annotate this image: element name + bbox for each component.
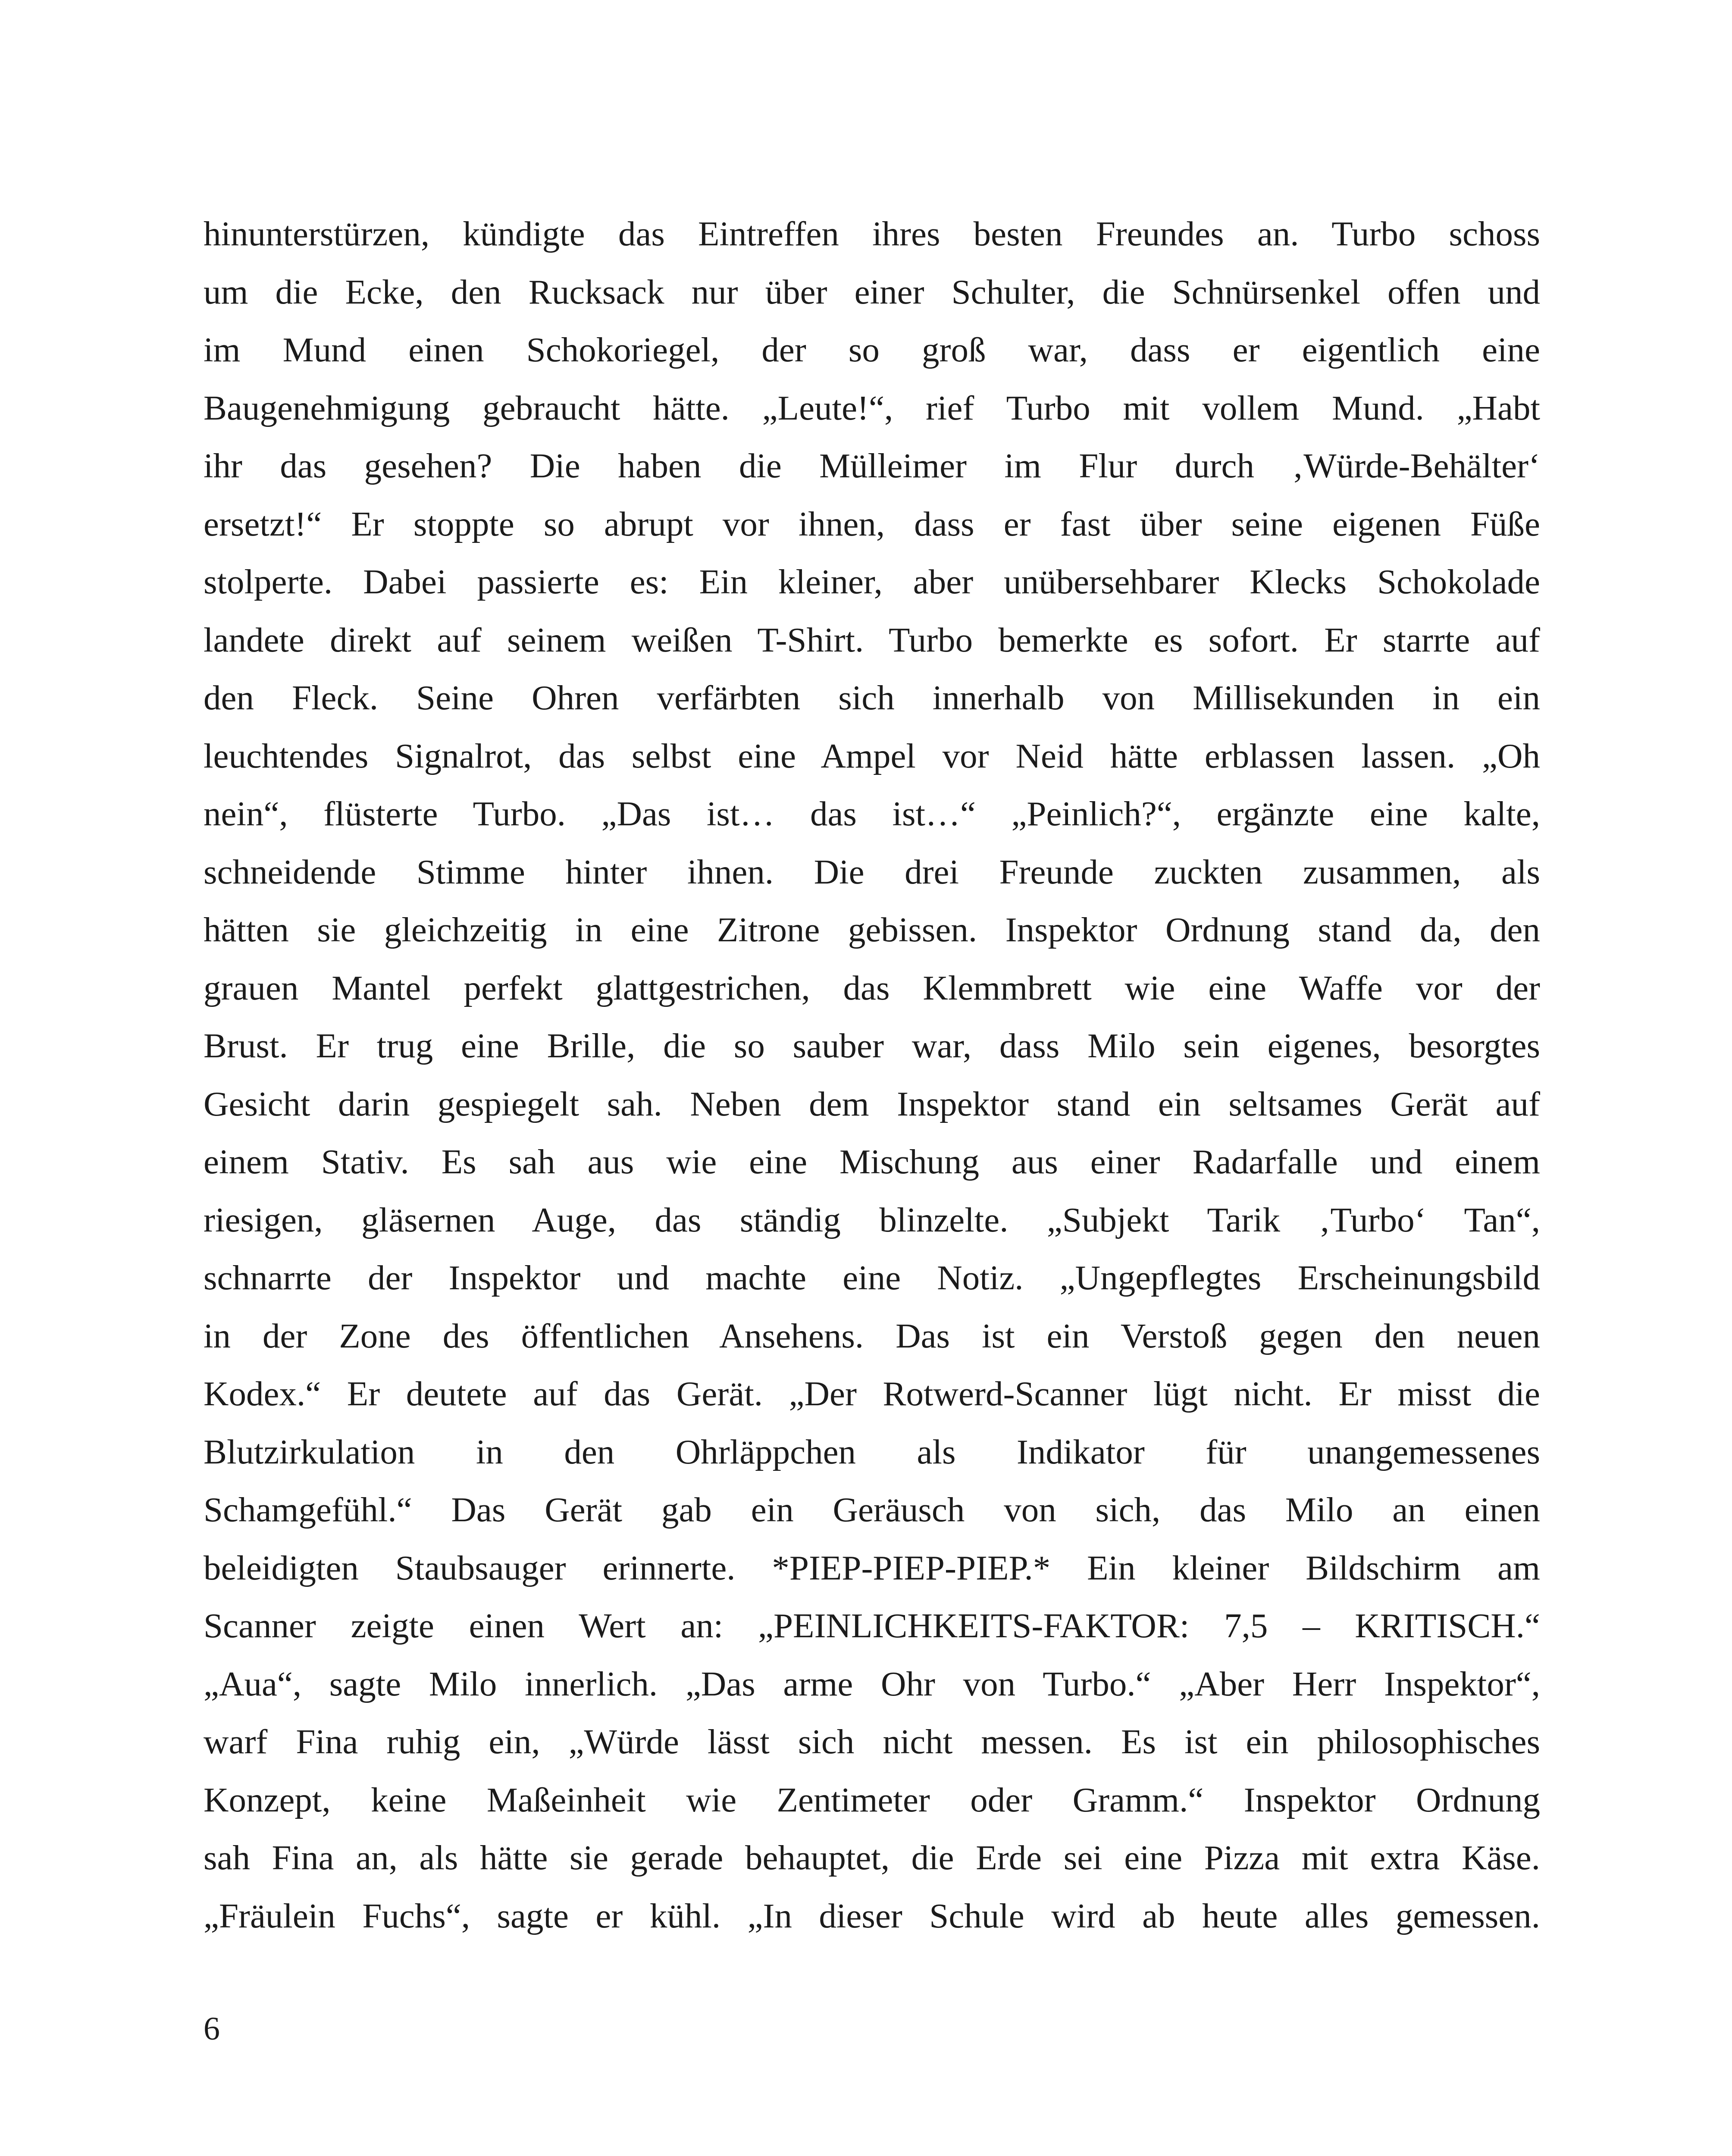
text-line: ihr das gesehen? Die haben die Mülleimer im Flur durch ‚Würde-Behälter‘ [204, 446, 1540, 485]
text-line: „Fräulein Fuchs“, sagte er kühl. „In dieser Schule wird ab heute alles gemessen. [204, 1896, 1540, 1935]
text-line: schneidende Stimme hinter ihnen. Die drei Freunde zuckten zusammen, als [204, 852, 1540, 891]
text-line: beleidigten Staubsauger erinnerte. *PIEP-PIEP-PIEP.* Ein kleiner Bildschirm am [204, 1548, 1540, 1587]
page-number: 6 [204, 2011, 220, 2047]
text-line: Brust. Er trug eine Brille, die so sauber war, dass Milo sein eigenes, besorgtes [204, 1026, 1540, 1065]
text-line: Gesicht darin gespiegelt sah. Neben dem Inspektor stand ein seltsames Gerät auf [204, 1084, 1540, 1123]
text-line: leuchtendes Signalrot, das selbst eine Ampel vor Neid hätte erblassen lassen. „Oh [204, 736, 1540, 775]
text-line: in der Zone des öffentlichen Ansehens. Das ist ein Verstoß gegen den neuen [204, 1316, 1540, 1355]
text-line: riesigen, gläsernen Auge, das ständig blinzelte. „Subjekt Tarik ‚Turbo‘ Tan“, [204, 1200, 1540, 1239]
text-line: landete direkt auf seinem weißen T-Shirt. Turbo bemerkte es sofort. Er starrte auf [204, 620, 1540, 659]
text-line: nein“, flüsterte Turbo. „Das ist… das ist…“ „Peinlich?“, ergänzte eine kalte, [204, 794, 1540, 833]
text-line: Konzept, keine Maßeinheit wie Zentimeter oder Gramm.“ Inspektor Ordnung [204, 1780, 1540, 1819]
text-line: Scanner zeigte einen Wert an: „PEINLICHKEITS-FAKTOR: 7,5 – KRITISCH.“ [204, 1606, 1540, 1645]
text-line: Kodex.“ Er deutete auf das Gerät. „Der Rotwerd-Scanner lügt nicht. Er misst die [204, 1374, 1540, 1413]
text-line: schnarrte der Inspektor und machte eine Notiz. „Ungepflegtes Erscheinungsbild [204, 1258, 1540, 1297]
body-text [204, 205, 1540, 1945]
text-line: stolperte. Dabei passierte es: Ein kleiner, aber unübersehbarer Klecks Schokolade [204, 562, 1540, 601]
text-line: im Mund einen Schokoriegel, der so groß war, dass er eigentlich eine [204, 330, 1540, 369]
text-line: ersetzt!“ Er stoppte so abrupt vor ihnen, dass er fast über seine eigenen Füße [204, 504, 1540, 543]
text-line: Blutzirkulation in den Ohrläppchen als Indikator für unangemessenes [204, 1432, 1540, 1471]
text-line: Baugenehmigung gebraucht hätte. „Leute!“, rief Turbo mit vollem Mund. „Habt [204, 388, 1540, 427]
text-line: Schamgefühl.“ Das Gerät gab ein Geräusch von sich, das Milo an einen [204, 1490, 1540, 1529]
text-line: einem Stativ. Es sah aus wie eine Mischung aus einer Radarfalle und einem [204, 1142, 1540, 1181]
text-line: den Fleck. Seine Ohren verfärbten sich innerhalb von Millisekunden in ein [204, 678, 1540, 717]
text-line: sah Fina an, als hätte sie gerade behauptet, die Erde sei eine Pizza mit extra Käse. [204, 1838, 1540, 1877]
text-line: hätten sie gleichzeitig in eine Zitrone gebissen. Inspektor Ordnung stand da, den [204, 910, 1540, 949]
text-line: hinunterstürzen, kündigte das Eintreffen ihres besten Freundes an. Turbo schoss [204, 214, 1540, 253]
text-line: um die Ecke, den Rucksack nur über einer Schulter, die Schnürsenkel offen und [204, 272, 1540, 311]
text-line: grauen Mantel perfekt glattgestrichen, das Klemmbrett wie eine Waffe vor der [204, 968, 1540, 1007]
text-line: „Aua“, sagte Milo innerlich. „Das arme Ohr von Turbo.“ „Aber Herr Inspektor“, [204, 1664, 1540, 1703]
text-line: warf Fina ruhig ein, „Würde lässt sich nicht messen. Es ist ein philosophisches [204, 1722, 1540, 1761]
